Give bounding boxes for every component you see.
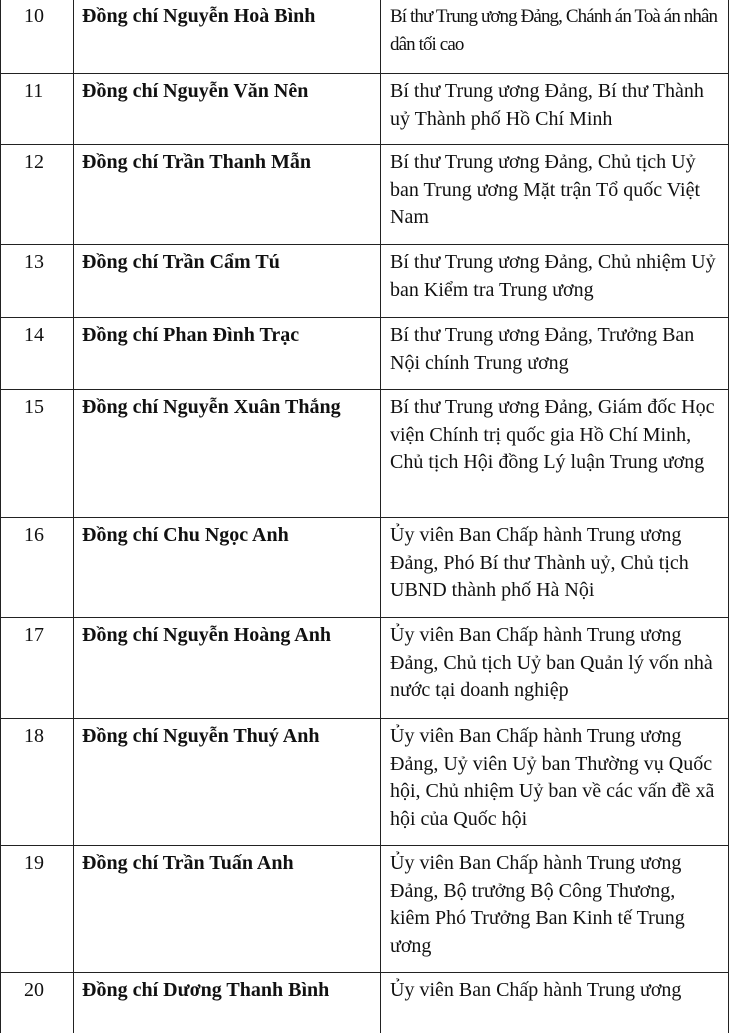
- row-number: 14: [1, 318, 74, 390]
- member-position: Bí thư Trung ương Đảng, Bí thư Thành uỷ Thành phố Hồ Chí Minh: [381, 74, 729, 145]
- member-position: Ủy viên Ban Chấp hành Trung ương Đảng, Bộ trưởng Bộ Công Thương, kiêm Phó Trưởng Ban Kinh tế Trung ương: [381, 846, 729, 973]
- member-position: Bí thư Trung ương Đảng, Chủ nhiệm Uỷ ban Kiểm tra Trung ương: [381, 245, 729, 318]
- table-row: [1, 846, 729, 973]
- row-number: 12: [1, 145, 74, 245]
- member-name: Đồng chí Trần Cẩm Tú: [74, 245, 381, 318]
- member-position: Ủy viên Ban Chấp hành Trung ương: [381, 973, 729, 1033]
- row-number: 20: [1, 973, 74, 1033]
- member-position: Bí thư Trung ương Đảng, Chủ tịch Uỷ ban Trung ương Mặt trận Tổ quốc Việt Nam: [381, 145, 729, 245]
- member-name: Đồng chí Trần Tuấn Anh: [74, 846, 381, 973]
- member-name: Đồng chí Nguyễn Xuân Thắng: [74, 390, 381, 518]
- table-row: [1, 74, 729, 145]
- member-name: Đồng chí Nguyễn Hoà Bình: [74, 0, 381, 74]
- row-number: 11: [1, 74, 74, 145]
- table-row: [1, 318, 729, 390]
- member-name: Đồng chí Nguyễn Thuý Anh: [74, 719, 381, 846]
- row-number: 15: [1, 390, 74, 518]
- row-number: 19: [1, 846, 74, 973]
- table-row: [1, 518, 729, 618]
- member-name: Đồng chí Nguyễn Hoàng Anh: [74, 618, 381, 719]
- member-name: Đồng chí Chu Ngọc Anh: [74, 518, 381, 618]
- row-number: 13: [1, 245, 74, 318]
- table-row: [1, 245, 729, 318]
- table-row: [1, 145, 729, 245]
- row-number: 17: [1, 618, 74, 719]
- table-row: [1, 719, 729, 846]
- row-number: 10: [1, 0, 74, 74]
- member-name: Đồng chí Trần Thanh Mẫn: [74, 145, 381, 245]
- member-name: Đồng chí Nguyễn Văn Nên: [74, 74, 381, 145]
- member-position: Bí thư Trung ương Đảng, Chánh án Toà án nhân dân tối cao: [381, 0, 729, 74]
- member-position: Ủy viên Ban Chấp hành Trung ương Đảng, Uỷ viên Uỷ ban Thường vụ Quốc hội, Chủ nhiệm Uỷ ban về các vấn đề xã hội của Quốc hội: [381, 719, 729, 846]
- row-number: 16: [1, 518, 74, 618]
- member-name: Đồng chí Phan Đình Trạc: [74, 318, 381, 390]
- member-position: Bí thư Trung ương Đảng, Giám đốc Học viện Chính trị quốc gia Hồ Chí Minh, Chủ tịch Hội đồng Lý luận Trung ương: [381, 390, 729, 518]
- table-row: [1, 618, 729, 719]
- member-position: Ủy viên Ban Chấp hành Trung ương Đảng, Phó Bí thư Thành uỷ, Chủ tịch UBND thành phố Hà Nội: [381, 518, 729, 618]
- table-row: [1, 0, 729, 74]
- member-position: Ủy viên Ban Chấp hành Trung ương Đảng, Chủ tịch Uỷ ban Quản lý vốn nhà nước tại doanh nghiệp: [381, 618, 729, 719]
- member-position: Bí thư Trung ương Đảng, Trưởng Ban Nội chính Trung ương: [381, 318, 729, 390]
- row-number: 18: [1, 719, 74, 846]
- table-row: [1, 390, 729, 518]
- member-name: Đồng chí Dương Thanh Bình: [74, 973, 381, 1033]
